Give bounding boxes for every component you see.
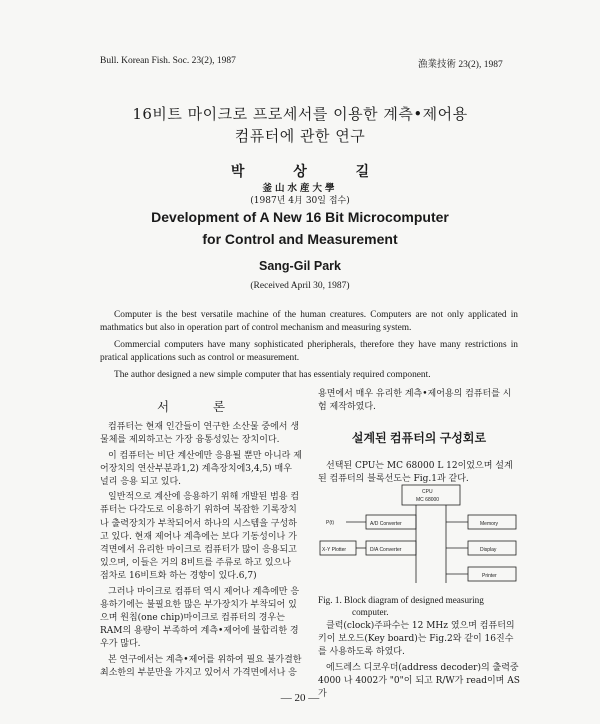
received-date-korean: (1987년 4月 30일 접수) [250, 196, 350, 206]
abstract-paragraph: Computer is the best versatile machine of the human creatures. Computers are not only applicated in mathmatics but also in operation part of control mechanism and measuring system. [100, 310, 518, 333]
right-column [318, 388, 520, 486]
english-title [0, 206, 600, 250]
korean-title-line2: 컴퓨터에 관한 연구 [234, 127, 366, 145]
section-title-introduction: 서 론 [156, 399, 246, 414]
da-label: D/A Converter [370, 547, 402, 553]
body-paragraph: 그러나 마이크로 컴퓨터 역시 제어나 계측에만 응용하기에는 불필요한 많은 부가장치가 부착되어 있으며 원칩(one chip)마이크로 컴퓨터의 경우는 RAM의 용량이 부족하여 계측•제어에 불합리한 경우가 많다. [100, 586, 300, 650]
abstract [100, 309, 518, 386]
left-column [100, 400, 302, 682]
input-label: P(t) [326, 520, 335, 526]
journal-header-left: Bull. Korean Fish. Soc. 23(2), 1987 [100, 56, 236, 66]
display-label: Display [480, 547, 497, 553]
english-title-line1: Development of A New 16 Bit Microcomputer [151, 209, 449, 225]
right-column-continued [318, 620, 520, 703]
body-paragraph: 용면에서 매우 유리한 계측•제어용의 컴퓨터를 시험 제작하였다. [318, 389, 512, 413]
printer-label: Printer [482, 573, 497, 579]
korean-title [0, 103, 600, 147]
plotter-label: X-Y Plotter [322, 547, 347, 553]
body-paragraph: 에드레스 디코우더(address decoder)의 출력중 4000 나 4002가 "0"이 되고 R/W가 read이며 AS가 [318, 662, 520, 700]
figure-caption-line2: computer. [352, 607, 389, 617]
body-paragraph: 컴퓨터는 현재 인간들이 연구한 소산물 중에서 생물체를 제외하고는 가장 융통성있는 장치이다. [100, 422, 300, 446]
cpu-label: CPU [422, 489, 433, 495]
abstract-paragraph: The author designed a new simple computer that has essentialy required component. [114, 370, 431, 380]
section-title-circuit: 설계된 컴퓨터의 구성회로 [351, 431, 487, 446]
memory-label: Memory [480, 521, 499, 527]
body-paragraph: 일반적으로 계산에 응용하기 위해 개발된 범용 컴퓨터는 다각도로 이용하기 위하여 복잡한 기록장치나 출력장치가 부착되어서 하나의 시스템을 구성하고 있다. 현재 제어나 계측에는 보다 기동성이나 가격면에서 유리한 마이크로 컴퓨터가 많이 응용되고 있으며, 이들은 거의 8비트를 주류로 하고 있으나 점차로 16비트화 하는 경향이 있다.6,7) [100, 492, 300, 582]
block-diagram-figure [318, 483, 520, 587]
journal-header-right: 漁業技術 23(2), 1987 [418, 60, 503, 70]
body-paragraph: 선택된 CPU는 MC 68000 L 12이었으며 설계된 컴퓨터의 블록선도는 Fig.1과 같다. [318, 460, 513, 484]
abstract-paragraph: Commercial computers have many sophisticated pheripherals, therefore they have many restrictions in pratical applications such as control or measurement. [100, 340, 518, 363]
cpu-sub-label: MC 68000 [416, 497, 440, 503]
body-paragraph: 이 컴퓨터는 비단 계산에만 응용될 뿐만 아니라 제어장치의 연산부분과1,2) 계측장치에3,4,5) 매우 널리 응용 되고 있다. [100, 450, 302, 488]
body-paragraph: 본 연구에서는 계측•제어를 위하여 필요 불가결한 최소한의 부분만을 가지고 있어서 가격면에서나 응 [100, 654, 302, 678]
figure-caption [318, 594, 520, 618]
ad-label: A/D Converter [370, 521, 402, 527]
body-paragraph: 클럭(clock)주파수는 12 MHz 였으며 컴퓨터의 키이 보오드(Key board)는 Fig.2와 같이 16진수를 사용하도록 하였다. [318, 621, 515, 658]
english-title-line2: for Control and Measurement [202, 231, 398, 247]
korean-title-line1: 16비트 마이크로 프로세서를 이용한 계측•제어용 [132, 105, 468, 123]
page-number: — 20 — [280, 692, 320, 704]
figure-caption-line1: Fig. 1. Block diagram of designed measuring [318, 595, 484, 605]
author-english: Sang-Gil Park [259, 259, 341, 273]
author-korean: 박 상 길 [230, 164, 370, 180]
affiliation: 釜山水産大學 [262, 183, 338, 194]
received-date-english: (Received April 30, 1987) [250, 281, 350, 291]
